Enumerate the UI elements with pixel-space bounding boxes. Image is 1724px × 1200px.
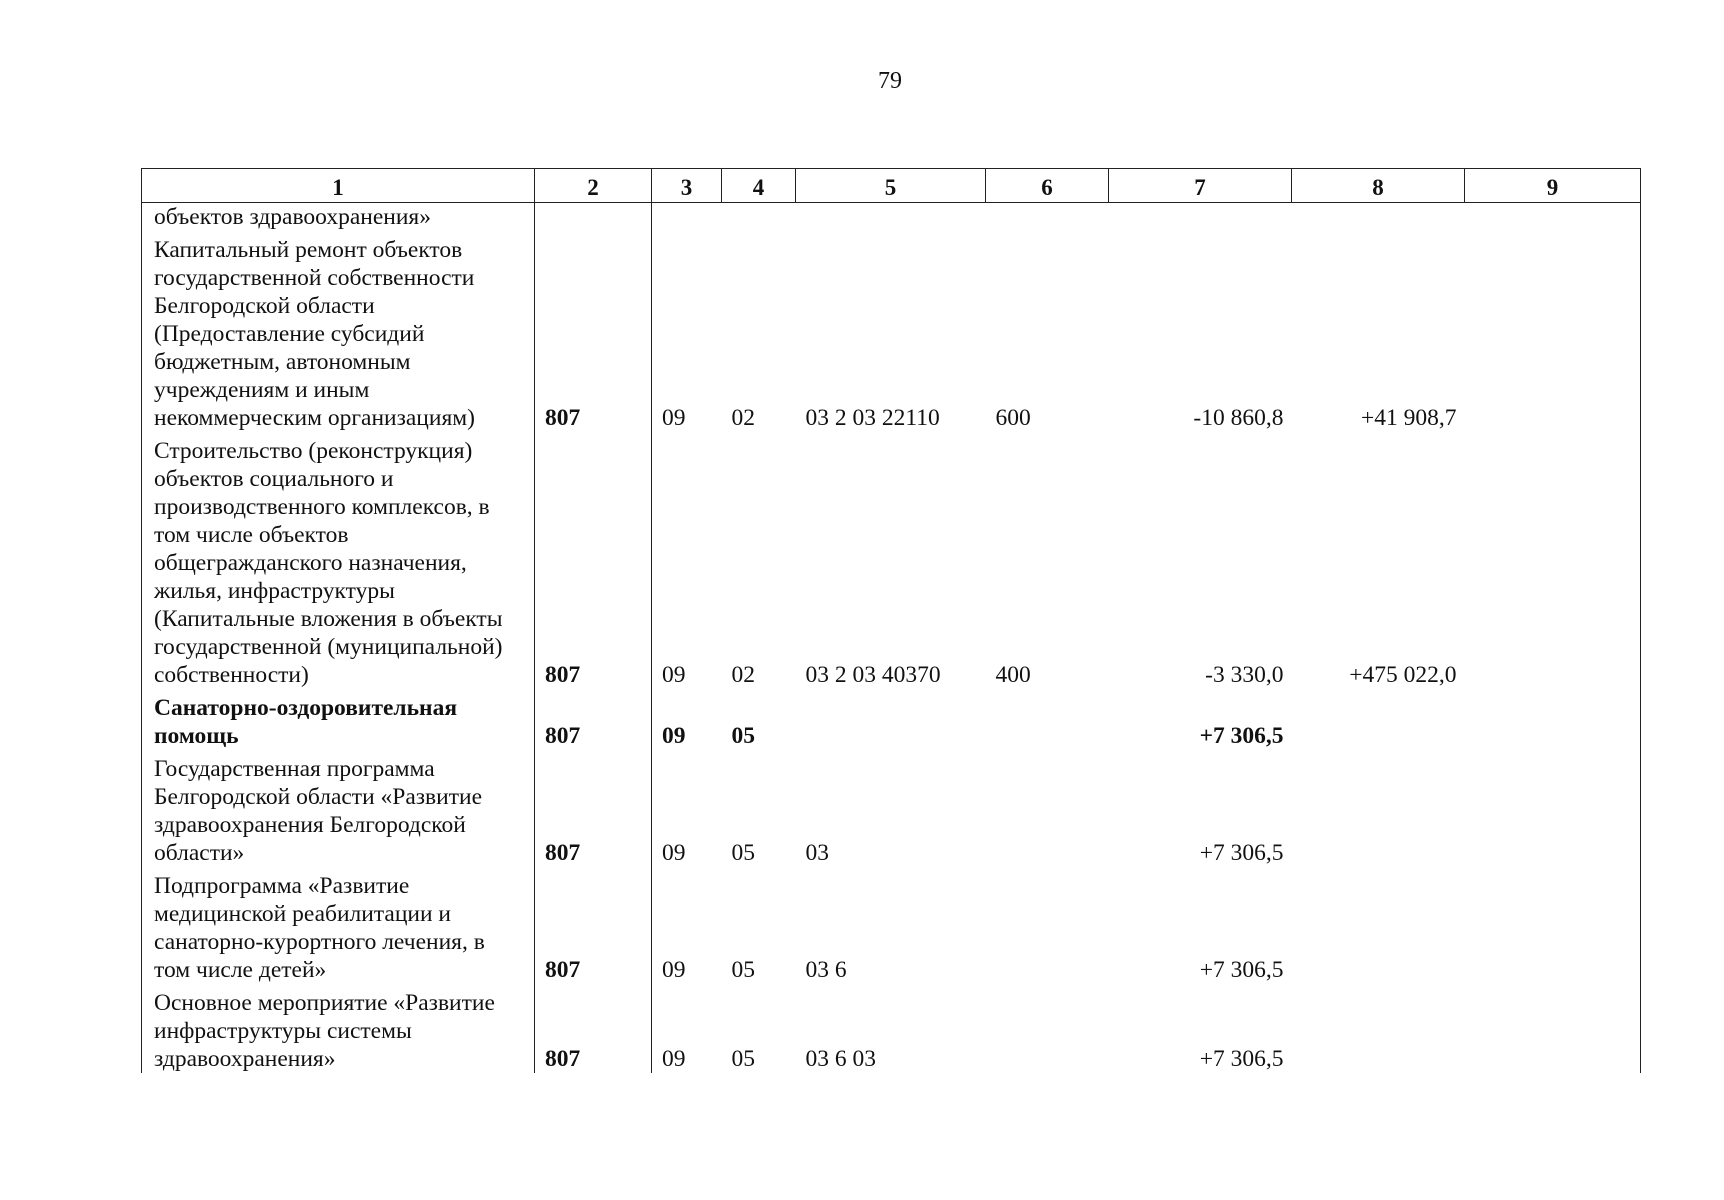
cell-col-2: 807 xyxy=(535,432,652,689)
cell-col-4: 05 xyxy=(731,957,755,983)
cell-col-9 xyxy=(1465,689,1641,750)
row-description: Капитальный ремонт объектов государственной собственности Белгородской области (Предоставление субсидий бюджетным, автономным учреждениям и иным некоммерческим организациям) xyxy=(142,231,535,432)
table-row xyxy=(142,689,1641,750)
table-row xyxy=(142,750,1641,867)
cell-col-9 xyxy=(1465,203,1641,232)
cell-col-5 xyxy=(796,203,986,232)
cell-col-6: 600 xyxy=(995,405,1031,431)
cell-col-4 xyxy=(722,203,796,232)
row-description: Государственная программа Белгородской области «Развитие здравоохранения Белгородской области» xyxy=(142,750,535,867)
cell-col-6: 400 xyxy=(995,662,1031,688)
cell-col-7: +7 306,5 xyxy=(1199,840,1284,866)
row-description: объектов здравоохранения» xyxy=(142,203,535,232)
table-row xyxy=(142,984,1641,1073)
header-col-4: 4 xyxy=(722,169,796,203)
cell-col-9 xyxy=(1465,432,1641,689)
cell-col-5: 03 6 xyxy=(805,957,847,983)
cell-col-7: -10 860,8 xyxy=(1193,405,1284,431)
cell-col-2 xyxy=(535,203,652,232)
row-description: Строительство (реконструкция) объектов социального и производственного комплексов, в том числе объектов общегражданского назначения, жилья, инфраструктуры (Капитальные вложения в объекты государственной (муниципальной) собственности) xyxy=(142,432,535,689)
cell-col-8 xyxy=(1292,750,1465,867)
cell-col-9 xyxy=(1465,867,1641,984)
cell-col-7: +7 306,5 xyxy=(1199,957,1284,983)
table-row xyxy=(142,867,1641,984)
header-col-8: 8 xyxy=(1292,169,1465,203)
row-description: Подпрограмма «Развитие медицинской реабилитации и санаторно-курортного лечения, в том числе детей» xyxy=(142,867,535,984)
row-description: Основное мероприятие «Развитие инфраструктуры системы здравоохранения» xyxy=(142,984,535,1073)
page-number: 79 xyxy=(878,68,902,94)
cell-col-2: 807 xyxy=(535,231,652,432)
cell-col-6 xyxy=(986,867,1109,984)
table-row xyxy=(142,231,1641,432)
table-row xyxy=(142,432,1641,689)
cell-col-8 xyxy=(1292,867,1465,984)
cell-col-4: 02 xyxy=(731,405,755,431)
row-description: Санаторно-оздоровительная помощь xyxy=(142,689,535,750)
cell-col-9 xyxy=(1465,231,1641,432)
cell-col-6 xyxy=(986,689,1109,750)
cell-col-5: 03 2 03 22110 xyxy=(805,405,940,431)
header-col-9: 9 xyxy=(1465,169,1641,203)
header-col-6: 6 xyxy=(986,169,1109,203)
cell-col-2: 807 xyxy=(535,689,652,750)
cell-col-5: 03 xyxy=(805,840,829,866)
cell-col-3: 09 xyxy=(652,432,722,689)
cell-col-3: 09 xyxy=(652,689,722,750)
cell-col-7: -3 330,0 xyxy=(1205,662,1284,688)
cell-col-3 xyxy=(652,203,722,232)
cell-col-3: 09 xyxy=(652,231,722,432)
cell-col-3: 09 xyxy=(652,984,722,1073)
cell-col-6 xyxy=(986,984,1109,1073)
header-col-7: 7 xyxy=(1109,169,1292,203)
cell-col-2: 807 xyxy=(535,984,652,1073)
cell-col-6 xyxy=(986,750,1109,867)
cell-col-9 xyxy=(1465,750,1641,867)
header-col-2: 2 xyxy=(535,169,652,203)
cell-col-8: +41 908,7 xyxy=(1360,405,1457,431)
cell-col-5: 03 2 03 40370 xyxy=(805,662,941,688)
table-body xyxy=(142,203,1641,1074)
cell-col-4: 05 xyxy=(731,840,755,866)
header-col-3: 3 xyxy=(652,169,722,203)
cell-col-4: 02 xyxy=(731,662,755,688)
cell-col-5: 03 6 03 xyxy=(805,1046,876,1072)
header-row xyxy=(142,169,1641,203)
cell-col-7: +7 306,5 xyxy=(1199,723,1284,749)
header-col-5: 5 xyxy=(796,169,986,203)
cell-col-8 xyxy=(1292,689,1465,750)
cell-col-2: 807 xyxy=(535,867,652,984)
cell-col-4: 05 xyxy=(731,723,755,749)
cell-col-6 xyxy=(986,203,1109,232)
cell-col-7 xyxy=(1109,203,1292,232)
cell-col-9 xyxy=(1465,984,1641,1073)
cell-col-4: 05 xyxy=(731,1046,755,1072)
cell-col-7: +7 306,5 xyxy=(1199,1046,1284,1072)
budget-table xyxy=(141,168,1641,1073)
cell-col-2: 807 xyxy=(535,750,652,867)
cell-col-3: 09 xyxy=(652,750,722,867)
header-col-1: 1 xyxy=(142,169,535,203)
cell-col-8 xyxy=(1292,984,1465,1073)
cell-col-8: +475 022,0 xyxy=(1349,662,1457,688)
cell-col-8 xyxy=(1292,203,1465,232)
cell-col-3: 09 xyxy=(652,867,722,984)
cell-col-5 xyxy=(796,689,986,750)
table-row xyxy=(142,203,1641,232)
